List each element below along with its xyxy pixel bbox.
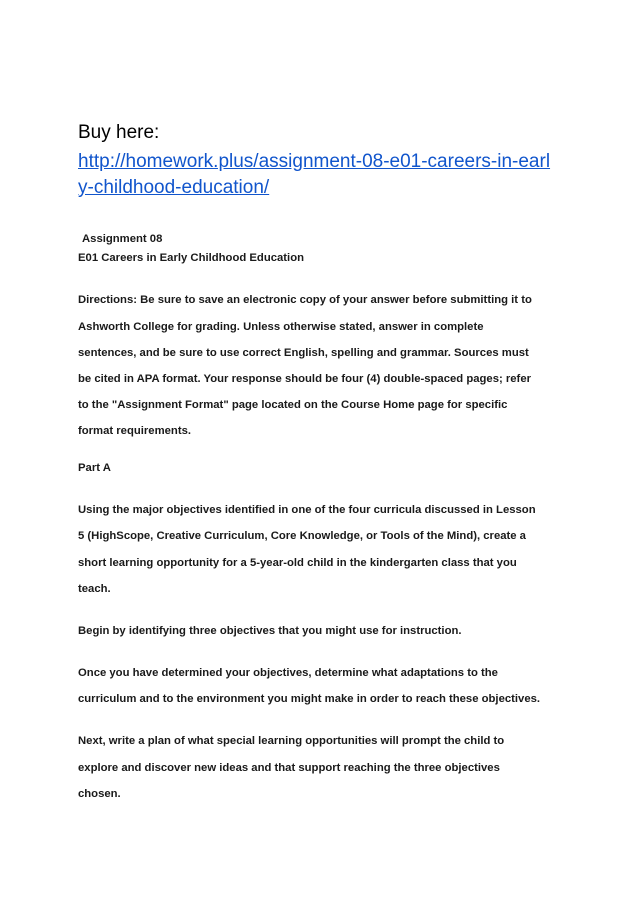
- part-a-paragraph-line: Begin by identifying three objectives that you might use for instruction.: [78, 625, 462, 637]
- part-a-paragraph-line: chosen.: [78, 788, 121, 800]
- part-a-paragraph-line: explore and discover new ideas and that support reaching the three objectives: [78, 762, 500, 774]
- directions-line: to the "Assignment Format" page located on the Course Home page for specific: [78, 399, 508, 411]
- part-a-paragraph-line: 5 (HighScope, Creative Curriculum, Core Knowledge, or Tools of the Mind), create a: [78, 530, 526, 542]
- assignment-number: Assignment 08: [82, 233, 163, 245]
- part-a-paragraph-line: Using the major objectives identified in one of the four curricula discussed in Lesson: [78, 504, 536, 516]
- purchase-link-line-2[interactable]: y-childhood-education/: [78, 177, 270, 198]
- part-a-paragraph-line: short learning opportunity for a 5-year-old child in the kindergarten class that you: [78, 557, 517, 569]
- directions-line: format requirements.: [78, 425, 191, 437]
- part-a-paragraph-line: Next, write a plan of what special learning opportunities will prompt the child to: [78, 735, 505, 747]
- directions-line: be cited in APA format. Your response should be four (4) double-spaced pages; refer: [78, 373, 531, 385]
- part-a-paragraph-line: teach.: [78, 583, 111, 595]
- part-a-paragraph-line: Once you have determined your objectives, determine what adaptations to the: [78, 667, 498, 679]
- purchase-link-line-1[interactable]: http://homework.plus/assignment-08-e01-careers-in-earl: [78, 151, 551, 172]
- part-a-paragraph-line: curriculum and to the environment you might make in order to reach these objectives.: [78, 693, 541, 705]
- directions-line: sentences, and be sure to use correct English, spelling and grammar. Sources must: [78, 347, 529, 359]
- course-title: E01 Careers in Early Childhood Education: [78, 252, 304, 264]
- part-a-heading: Part A: [78, 462, 111, 474]
- buy-here-label: Buy here:: [78, 122, 160, 143]
- purchase-link[interactable]: [78, 149, 550, 201]
- directions-line: Directions: Be sure to save an electronic copy of your answer before submitting it to: [78, 294, 532, 306]
- directions-line: Ashworth College for grading. Unless otherwise stated, answer in complete: [78, 321, 484, 333]
